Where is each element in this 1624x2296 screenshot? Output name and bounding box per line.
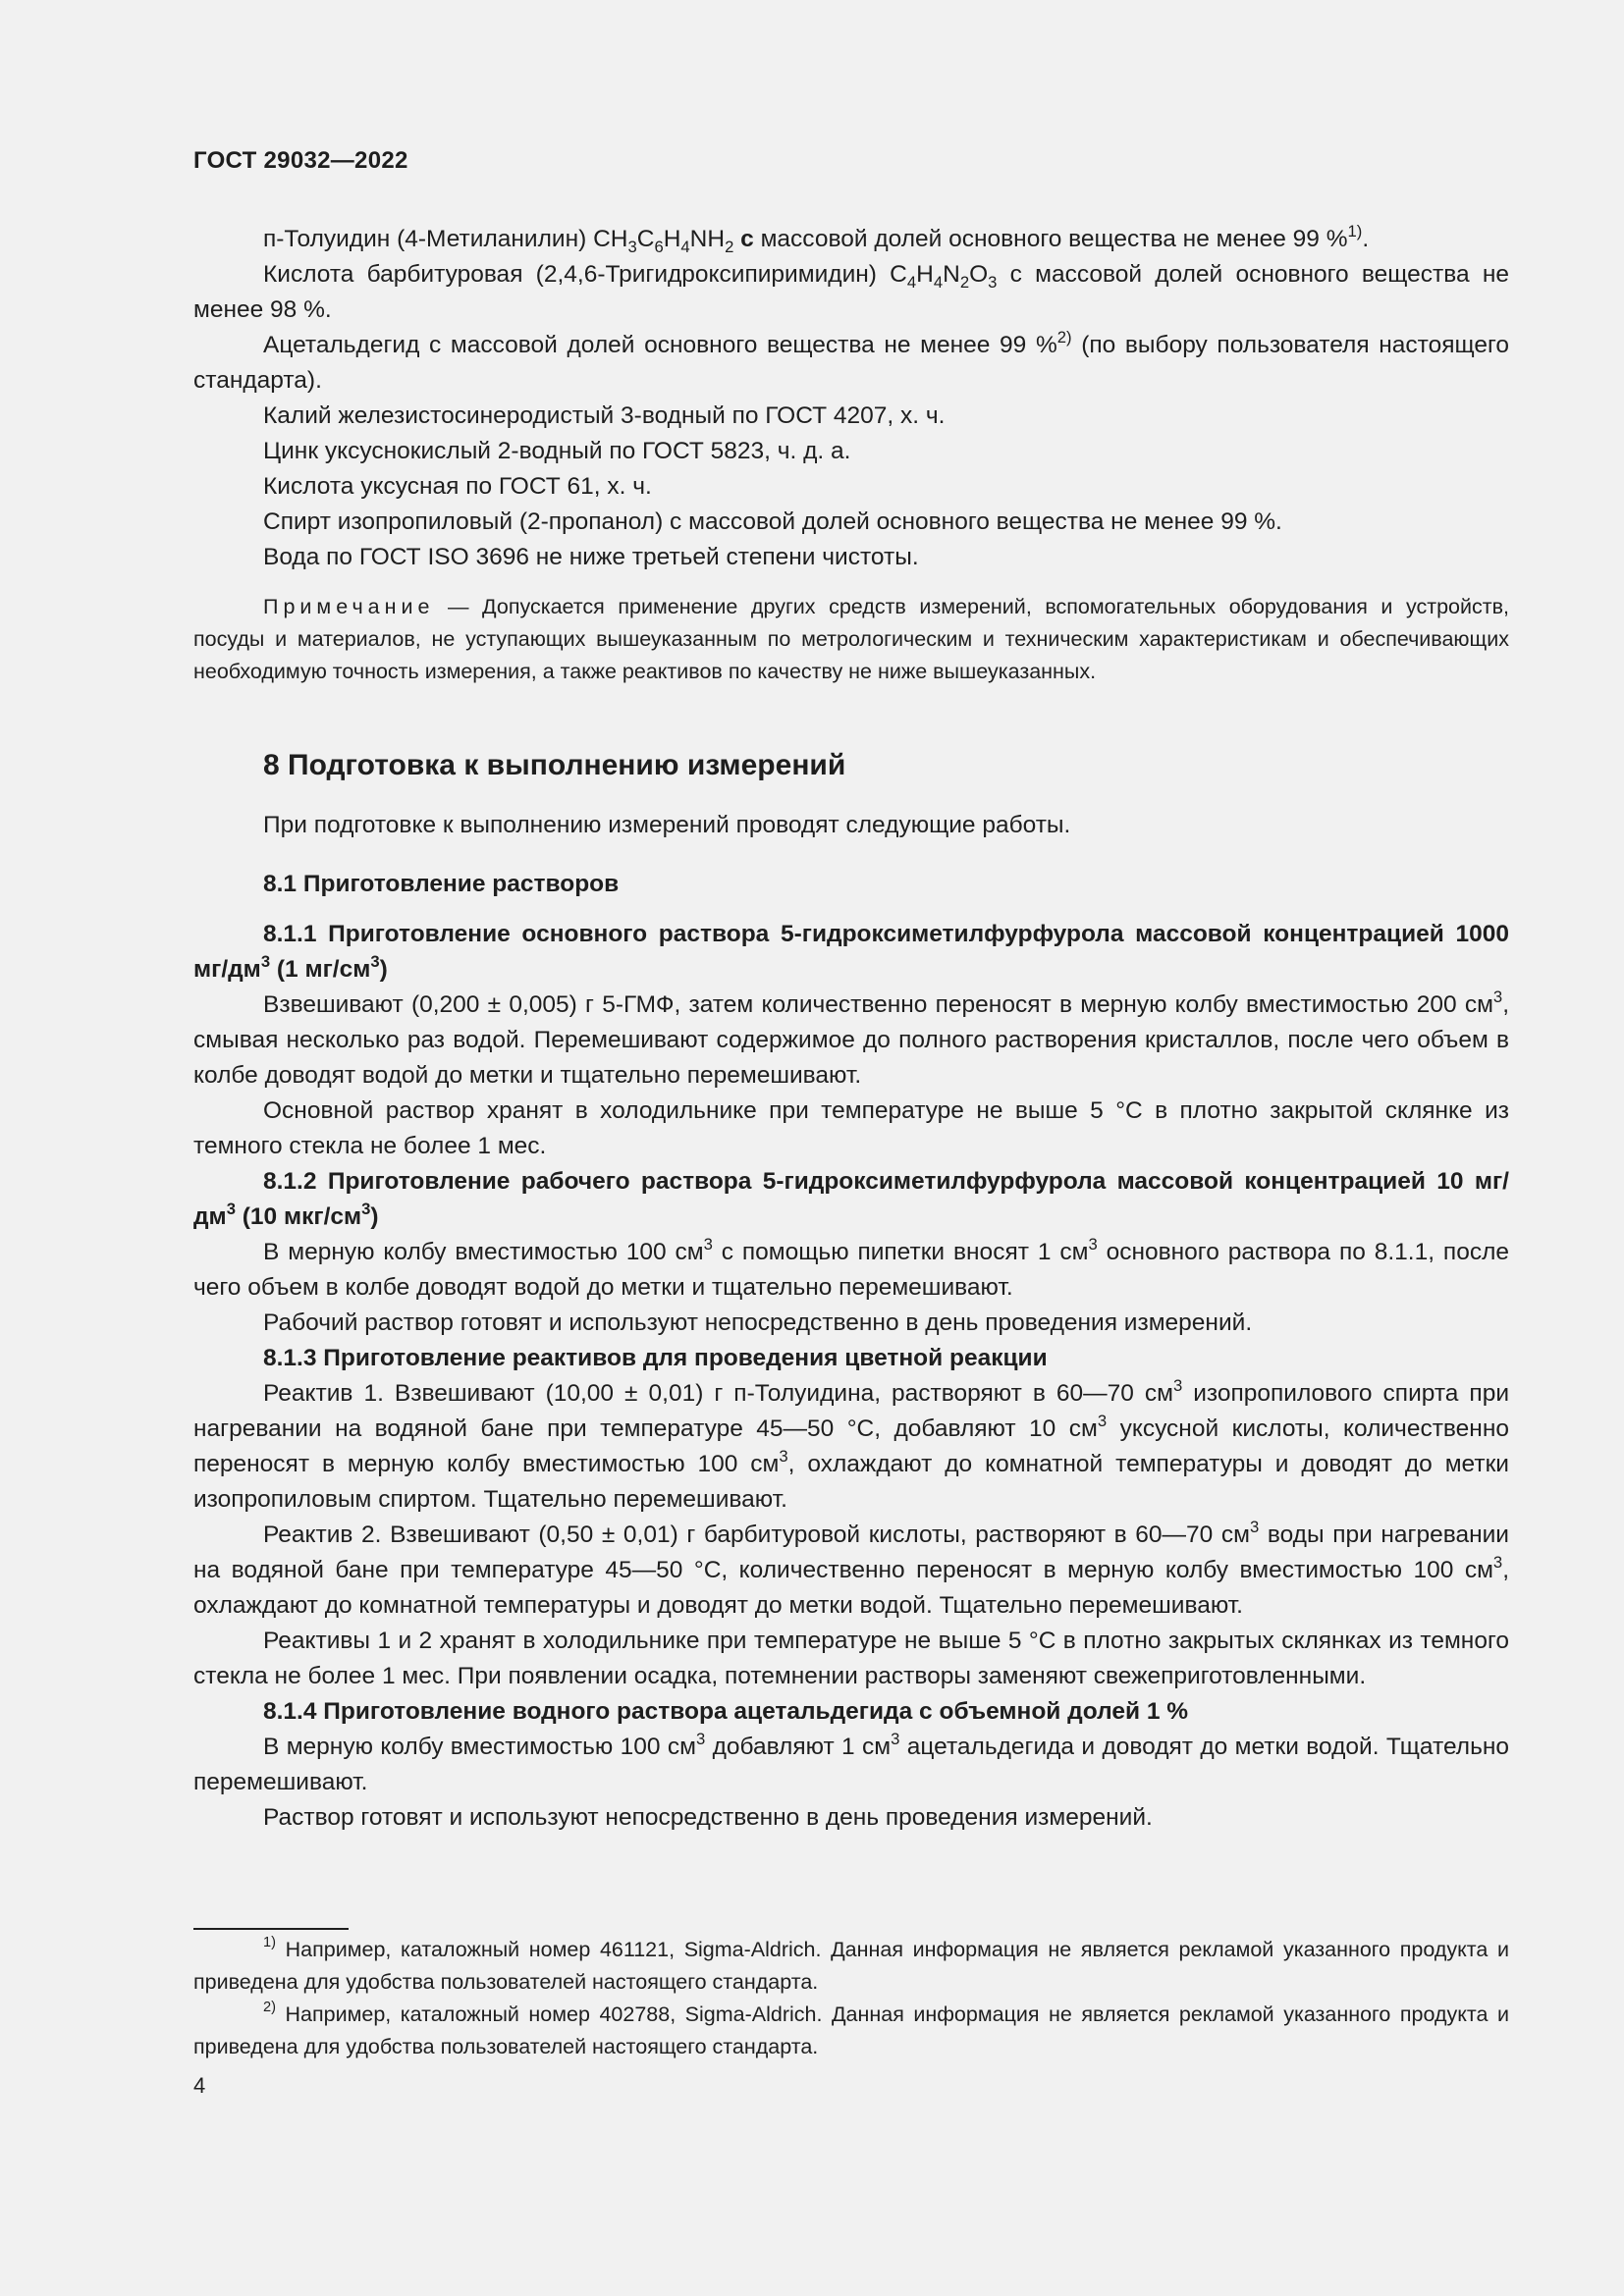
- section-8-1-wrap: [193, 867, 1509, 902]
- reagent-potassium: Калий железистосинеродистый 3-водный по ГОСТ 4207, х. ч.: [263, 402, 946, 429]
- section-8-1-2-para-2: Рабочий раствор готовят и используют непосредственно в день проведения измерений.: [263, 1309, 1253, 1336]
- section-8-1-1-para-1: Взвешивают (0,200 ± 0,005) г 5-ГМФ, затем количественно переносят в мерную колбу вместимостью 200 $см^3$, смывая несколько раз водой. Перемешивают содержимое до полного растворения кристаллов, после чего объем в колбе доводят водой до метки и тщательно перемешивают.: [193, 988, 1509, 1089]
- footnote-ref-2: 2): [1056, 328, 1072, 347]
- section-8-1-3-reagent-1: Реактив 1. Взвешивают (10,00 ± 0,01) г п-Толуидина, растворяют в 60—70 $см^3$ изопропилового спирта при нагревании на водяной бане при температуре 45—50 °C, добавляют 10 $см^3$ уксусной кислоты, количественно переносят в мерную колбу вместимостью 100 $см^3$, охлаждают до комнатной температуры и доводят до метки изопропиловым спиртом. Тщательно перемешивают.: [193, 1376, 1510, 1513]
- reagent-zinc: Цинк уксуснокислый 2-водный по ГОСТ 5823, ч. д. а.: [263, 438, 851, 464]
- footnotes: [193, 1934, 1509, 2063]
- reagents-list: [193, 222, 1509, 575]
- section-8-1-3-reagent-2: Реактив 2. Взвешивают (0,50 ± 0,01) г барбитуровой кислоты, растворяют в 60—70 $см^3$ воды при нагревании на водяной бане при температуре 45—50 °C, количественно переносят в мерную колбу вместимостью 100 $см^3$, охлаждают до комнатной температуры и доводят до метки водой. Тщательно перемешивают.: [193, 1518, 1509, 1619]
- section-8-heading-wrap: [193, 746, 1509, 785]
- document-code-header: ГОСТ 29032—2022: [193, 147, 408, 174]
- section-8-1-3-storage: Реактивы 1 и 2 хранят в холодильнике при температуре не выше 5 °C в плотно закрытых склянках из темного стекла не более 1 мес. При появлении осадка, потемнении растворы заменяют свежеприготовленными.: [193, 1628, 1509, 1689]
- footnote-1: $^{1)}$ Например, каталожный номер 461121, Sigma-Aldrich. Данная информация не является рекламой указанного продукта и приведена для удобства пользователей настоящего стандарта.: [193, 1935, 1509, 1994]
- section-8-1-3-title: 8.1.3 Приготовление реактивов для проведения цветной реакции: [263, 1345, 1048, 1371]
- section-8-1-4-para-2: Раствор готовят и используют непосредственно в день проведения измерений.: [263, 1804, 1153, 1831]
- section-8-1-1-title: 8.1.1 Приготовление основного раствора 5-гидроксиметилфурфурола массовой концентрацией 1000 $мг/дм^3$ (1 $мг/см^3$): [193, 921, 1509, 983]
- section-8-1-4-para-1: В мерную колбу вместимостью 100 $см^3$ добавляют 1 $см^3$ ацетальдегида и доводят до метки водой. Тщательно перемешивают.: [193, 1730, 1509, 1795]
- section-8-title: 8 Подготовка к выполнению измерений: [263, 749, 846, 781]
- section-8-intro: При подготовке к выполнению измерений проводят следующие работы.: [263, 812, 1071, 838]
- note-text: — Допускается применение других средств измерений, вспомогательных оборудования и устройств, посуды и материалов, не уступающих вышеуказанным по метрологическим и техническим характеристикам и обеспечивающих необходимую точность измерения, а также реактивов по качеству не ниже вышеуказанных.: [193, 595, 1509, 683]
- reagent-barbituric-acid: Кислота барбитуровая (2,4,6-Тригидроксипиримидин) $C_4H_4N_2O_3$ с массовой долей основного вещества не менее 98 %.: [193, 261, 1509, 323]
- reagent-isopropanol: Спирт изопропиловый (2-пропанол) с массовой долей основного вещества не менее 99 %.: [263, 508, 1282, 535]
- section-8-1-4-title: 8.1.4 Приготовление водного раствора ацетальдегида с объемной долей 1 %: [263, 1698, 1189, 1725]
- reagent-acetic-acid: Кислота уксусная по ГОСТ 61, х. ч.: [263, 473, 652, 500]
- note-block: [193, 591, 1509, 688]
- reagent-acetaldehyde: Ацетальдегид с массовой долей основного вещества не менее 99 %$^{2)}$ (по выбору пользователя настоящего стандарта).: [193, 328, 1510, 394]
- reagent-water: Вода по ГОСТ ISO 3696 не ниже третьей степени чистоты.: [263, 544, 919, 570]
- footnote-1-mark: 1): [263, 1935, 276, 1950]
- section-8-1-2-title: 8.1.2 Приготовление рабочего раствора 5-гидроксиметилфурфурола массовой концентрацией 10 $мг/дм^3$ (10 мкг/$см^3$): [193, 1168, 1509, 1230]
- section-8-1-body: [193, 917, 1509, 1836]
- reagent-toluidine: п-Толуидин (4-Метиланилин) $CH_3C_6H_4NH_2$ с массовой долей основного вещества не менее 99 %$^{1)}$.: [263, 222, 1370, 256]
- footnote-2: $^{2)}$ Например, каталожный номер 402788, Sigma-Aldrich. Данная информация не является рекламой указанного продукта и приведена для удобства пользователей настоящего стандарта.: [193, 2000, 1509, 2058]
- footnote-separator: [193, 1928, 349, 1930]
- note-label: Примечание: [263, 595, 435, 618]
- page-number: 4: [193, 2073, 206, 2098]
- section-8-1-title: 8.1 Приготовление растворов: [263, 871, 620, 897]
- section-8-intro-wrap: [193, 808, 1509, 843]
- footnote-2-mark: 2): [263, 2000, 276, 2015]
- section-8-1-2-para-1: В мерную колбу вместимостью 100 $см^3$ с помощью пипетки вносят 1 $см^3$ основного раствора по 8.1.1, после чего объем в колбе доводят водой до метки и тщательно перемешивают.: [193, 1235, 1509, 1301]
- section-8-1-1-para-2: Основной раствор хранят в холодильнике при температуре не выше 5 °C в плотно закрытой склянке из темного стекла не более 1 мес.: [193, 1097, 1509, 1159]
- footnote-ref-1: 1): [1347, 222, 1363, 240]
